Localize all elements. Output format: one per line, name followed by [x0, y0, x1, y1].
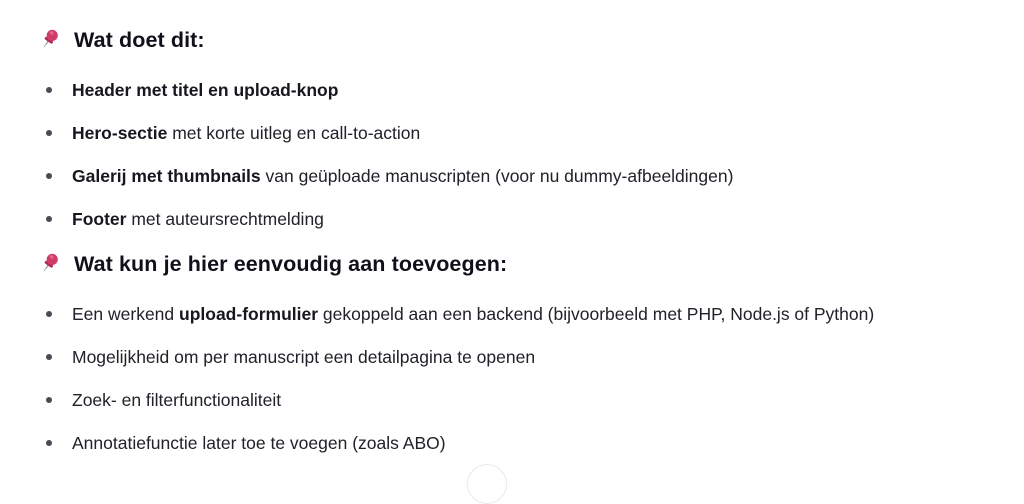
section-heading: [36, 250, 994, 278]
section-heading: [36, 26, 994, 54]
list-item-text: Mogelijkheid om per manuscript een detailpagina te openen: [72, 347, 536, 367]
list-item-text: Annotatiefunctie later toe te voegen (zoals ABO): [72, 433, 446, 453]
pushpin-icon: [36, 27, 62, 53]
list-item: [36, 121, 994, 145]
bullet-list: [36, 78, 994, 231]
list-item: [36, 388, 994, 412]
bullet-list: [36, 302, 994, 455]
list-item: [36, 302, 994, 326]
section-title: Wat doet dit:: [74, 28, 205, 52]
section-wat-doet-dit: [36, 26, 994, 231]
section-wat-kun-je-toevoegen: [36, 250, 994, 455]
list-item-text: Een werkend: [72, 304, 180, 324]
list-item-text: Hero-sectie: [72, 123, 168, 143]
list-item-text: Footer: [72, 209, 127, 229]
list-item-text: Header met titel en upload-knop: [72, 80, 339, 100]
section-title: Wat kun je hier eenvoudig aan toevoegen:: [74, 252, 508, 276]
scroll-to-bottom-button[interactable]: [467, 464, 507, 504]
list-item: [36, 78, 994, 102]
list-item: [36, 207, 994, 231]
list-item-text: Zoek- en filterfunctionaliteit: [72, 390, 282, 410]
list-item: [36, 164, 994, 188]
list-item-text: van geüploade manuscripten (voor nu dummy-afbeeldingen): [260, 166, 734, 186]
list-item-text: gekoppeld aan een backend (bijvoorbeeld met PHP, Node.js of Python): [318, 304, 875, 324]
pushpin-icon: [36, 251, 62, 277]
list-item-text: Galerij met thumbnails: [72, 166, 261, 186]
list-item-text: upload-formulier: [179, 304, 319, 324]
list-item-text: met auteursrechtmelding: [126, 209, 324, 229]
list-item-text: met korte uitleg en call-to-action: [167, 123, 421, 143]
list-item: [36, 431, 994, 455]
list-item: [36, 345, 994, 369]
